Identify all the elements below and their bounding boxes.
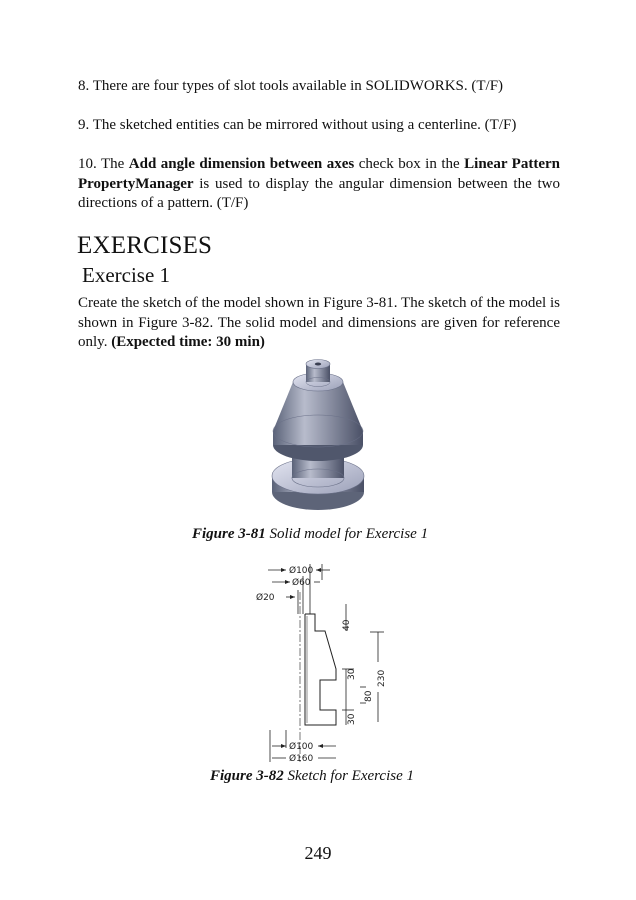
pin-hole	[315, 363, 321, 366]
figure-3-82-text: Sketch for Exercise 1	[283, 768, 414, 784]
page-number: 249	[304, 843, 332, 863]
dim-bot-d100: Ø100	[289, 742, 314, 752]
flange-side	[273, 431, 363, 445]
question-10-suffix: is used to display the angular dimension between the two directions of a pattern. (T/F)	[78, 175, 560, 211]
question-8: 8. There are four types of slot tools available in SOLIDWORKS. (T/F)	[78, 78, 504, 94]
sketch-figure	[250, 562, 390, 768]
dim-v30b: 30	[347, 713, 357, 725]
exercises-heading: EXERCISES	[77, 232, 213, 259]
description-text: Create the sketch of the model shown in Figure 3-81. The sketch of the model is shown in Figure 3-82. The solid model and dimensions are given for reference only.	[78, 295, 560, 350]
question-10-bold-1: Add angle dimension between axes	[128, 156, 355, 172]
figure-3-81-label: Figure 3-81	[192, 526, 266, 542]
figure-3-81-text: Solid model for Exercise 1	[265, 526, 429, 542]
expected-time: (Expected time: 30 min)	[111, 334, 265, 350]
solid-model-figure	[262, 352, 374, 518]
figure-3-82-label: Figure 3-82	[210, 768, 284, 784]
figure-3-82-caption	[210, 768, 414, 785]
dim-v230: 230	[377, 669, 387, 687]
dim-v40: 40	[342, 619, 352, 631]
question-10-bold-2: Linear Pattern PropertyManager	[78, 156, 560, 192]
question-10-prefix: 10. The	[78, 156, 129, 172]
dim-bot-d160: Ø160	[289, 754, 314, 764]
question-10-mid: check box in the	[354, 156, 465, 172]
dim-v80: 80	[364, 690, 374, 702]
dim-d20: Ø20	[256, 593, 275, 603]
sketch-profile	[305, 614, 336, 725]
exercise-1-heading: Exercise 1	[82, 263, 171, 287]
dim-top-d60: Ø60	[292, 578, 311, 588]
question-9: 9. The sketched entities can be mirrored without using a centerline. (T/F)	[78, 117, 517, 133]
exercise-1-description	[78, 294, 560, 353]
figure-3-81-caption	[192, 526, 428, 543]
dim-top-d100: Ø100	[289, 566, 314, 576]
question-10	[78, 155, 560, 214]
dim-v30a: 30	[347, 668, 357, 680]
